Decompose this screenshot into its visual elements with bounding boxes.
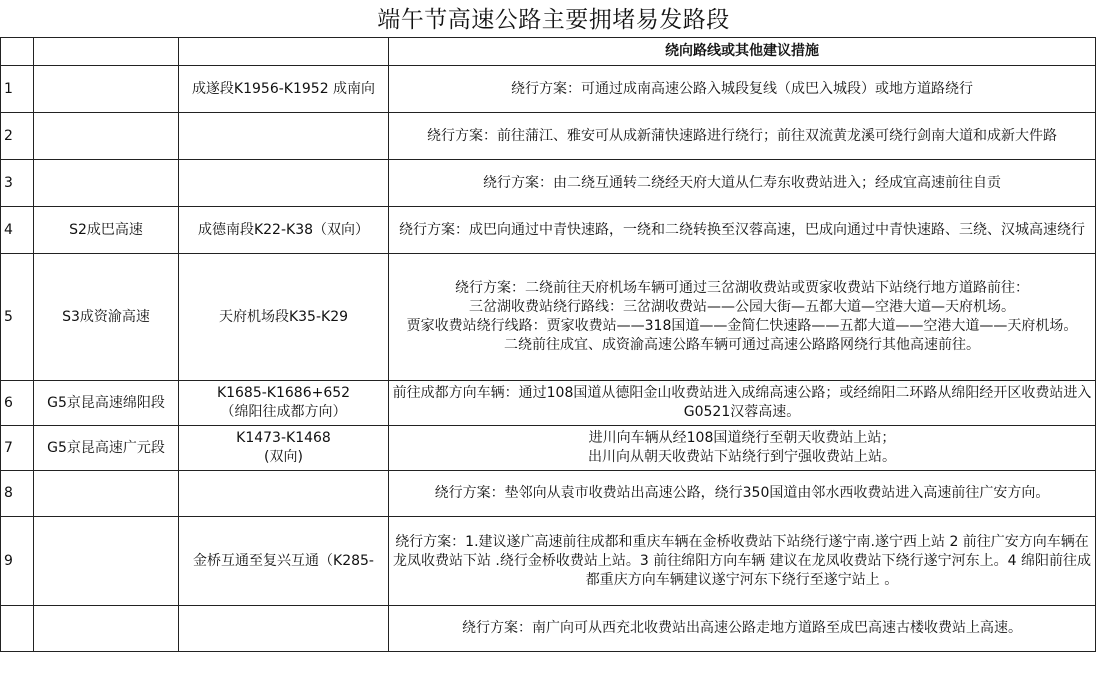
measure-line: 绕行方案：由二绕互通转二绕经天府大道从仁寿东收费站进入；经成宜高速前往自贡 (483, 174, 1001, 191)
congestion-table (0, 37, 1096, 652)
header-measure: 绕向路线或其他建议措施 (389, 38, 1096, 66)
section-text: 金桥互通至复兴互通（K285- (193, 552, 374, 569)
detour-measure (389, 606, 1096, 652)
header-num (1, 38, 34, 66)
measure-line: 绕行方案：前往蒲江、雅安可从成新蒲快速路进行绕行；前往双流黄龙溪可绕行剑南大道和成新大件路 (427, 127, 1057, 144)
measure-line: 绕行方案：成巴向通过中青快速路，一绕和二绕转换至汉蓉高速，巴成向通过中青快速路、三绕、汉城高速绕行 (399, 221, 1085, 238)
road-section (179, 254, 389, 381)
row-number: 8 (1, 471, 34, 517)
road-name (34, 160, 179, 207)
table-row (1, 606, 1096, 652)
measure-line: 进川向车辆从经108国道绕行至朝天收费站上站； (588, 430, 896, 446)
detour-measure (389, 66, 1096, 113)
row-number: 3 (1, 160, 34, 207)
row-number (1, 606, 34, 652)
table-row (1, 113, 1096, 160)
road-name (34, 113, 179, 160)
road-section (179, 517, 389, 606)
road-name: S3成资渝高速 (34, 254, 179, 381)
measure-line: 绕行方案：二绕前往天府机场车辆可通过三岔湖收费站或贾家收费站下站绕行地方道路前往： (455, 280, 1029, 296)
detour-measure (389, 517, 1096, 606)
section-text: 成德南段K22-K38（双向） (197, 221, 370, 238)
section-line: (双向) (264, 449, 303, 465)
road-section (179, 381, 389, 426)
row-number: 6 (1, 381, 34, 426)
section-text: 天府机场段K35-K29 (218, 308, 349, 325)
section-line: （绵阳往成都方向） (220, 404, 347, 420)
detour-measure (389, 381, 1096, 426)
row-number: 5 (1, 254, 34, 381)
row-number: 9 (1, 517, 34, 606)
page-title: 端午节高速公路主要拥堵易发路段 (377, 7, 730, 33)
table-row (1, 254, 1096, 381)
table-row (1, 160, 1096, 207)
measure-line: 绕行方案：南广向可从西充北收费站出高速公路走地方道路至成巴高速古楼收费站上高速。 (462, 620, 1022, 636)
table-row (1, 517, 1096, 606)
table-row (1, 207, 1096, 254)
road-section (179, 207, 389, 254)
measure-line: 绕行方案：1.建议遂广高速前往成都和重庆车辆在金桥收费站下站绕行遂宁南.遂宁西上站 2 前往广安方向车辆在龙凤收费站下站 .绕行金桥收费站上站。3 前往绵阳方向车辆 建议在龙凤收费站下绕行遂宁河东上。4 绵阳前往成都重庆方向车辆建议遂宁河东下绕行至遂宁站上 。 (392, 533, 1092, 588)
road-name: G5京昆高速绵阳段 (34, 381, 179, 426)
measure-line: 三岔湖收费站绕行路线：三岔湖收费站——公园大街—五都大道—空港大道—天府机场。 (469, 299, 1015, 315)
table-row (1, 66, 1096, 113)
detour-measure (389, 160, 1096, 207)
measure-line: 前往成都方向车辆：通过108国道从德阳金山收费站进入成绵高速公路；或经绵阳二环路从绵阳经开区收费站进入G0521汉蓉高速。 (392, 385, 1092, 420)
detour-measure (389, 113, 1096, 160)
detour-measure (389, 471, 1096, 517)
detour-measure (389, 254, 1096, 381)
detour-measure (389, 426, 1096, 471)
table-row (1, 426, 1096, 471)
header-road (34, 38, 179, 66)
table-row (1, 381, 1096, 426)
section-line: K1685-K1686+652 (216, 385, 351, 401)
detour-measure (389, 207, 1096, 254)
road-name (34, 471, 179, 517)
header-section (179, 38, 389, 66)
road-name (34, 606, 179, 652)
table-row (1, 471, 1096, 517)
road-name: S2成巴高速 (34, 207, 179, 254)
measure-line: 绕行方案：垫邻向从袁市收费站出高速公路，绕行350国道由邻水西收费站进入高速前往广安方向。 (434, 485, 1050, 501)
measure-line: 出川向从朝天收费站下站绕行到宁强收费站上站。 (588, 449, 896, 465)
road-section (179, 471, 389, 517)
measure-line: 贾家收费站绕行线路：贾家收费站——318国道——金简仁快速路——五都大道——空港大道——天府机场。 (406, 318, 1078, 334)
road-section (179, 426, 389, 471)
row-number: 2 (1, 113, 34, 160)
road-section (179, 66, 389, 113)
table-header-row (1, 38, 1096, 66)
row-number: 1 (1, 66, 34, 113)
section-line: K1473-K1468 (236, 430, 331, 446)
road-name (34, 66, 179, 113)
road-name (34, 517, 179, 606)
row-number: 7 (1, 426, 34, 471)
road-section (179, 606, 389, 652)
road-section (179, 113, 389, 160)
measure-line: 绕行方案：可通过成南高速公路入城段复线（成巴入城段）或地方道路绕行 (511, 80, 973, 97)
section-text: 成遂段K1956-K1952 成南向 (191, 80, 376, 97)
row-number: 4 (1, 207, 34, 254)
road-name: G5京昆高速广元段 (34, 426, 179, 471)
measure-line: 二绕前往成宜、成资渝高速公路车辆可通过高速公路路网绕行其他高速前往。 (504, 337, 980, 353)
road-section (179, 160, 389, 207)
